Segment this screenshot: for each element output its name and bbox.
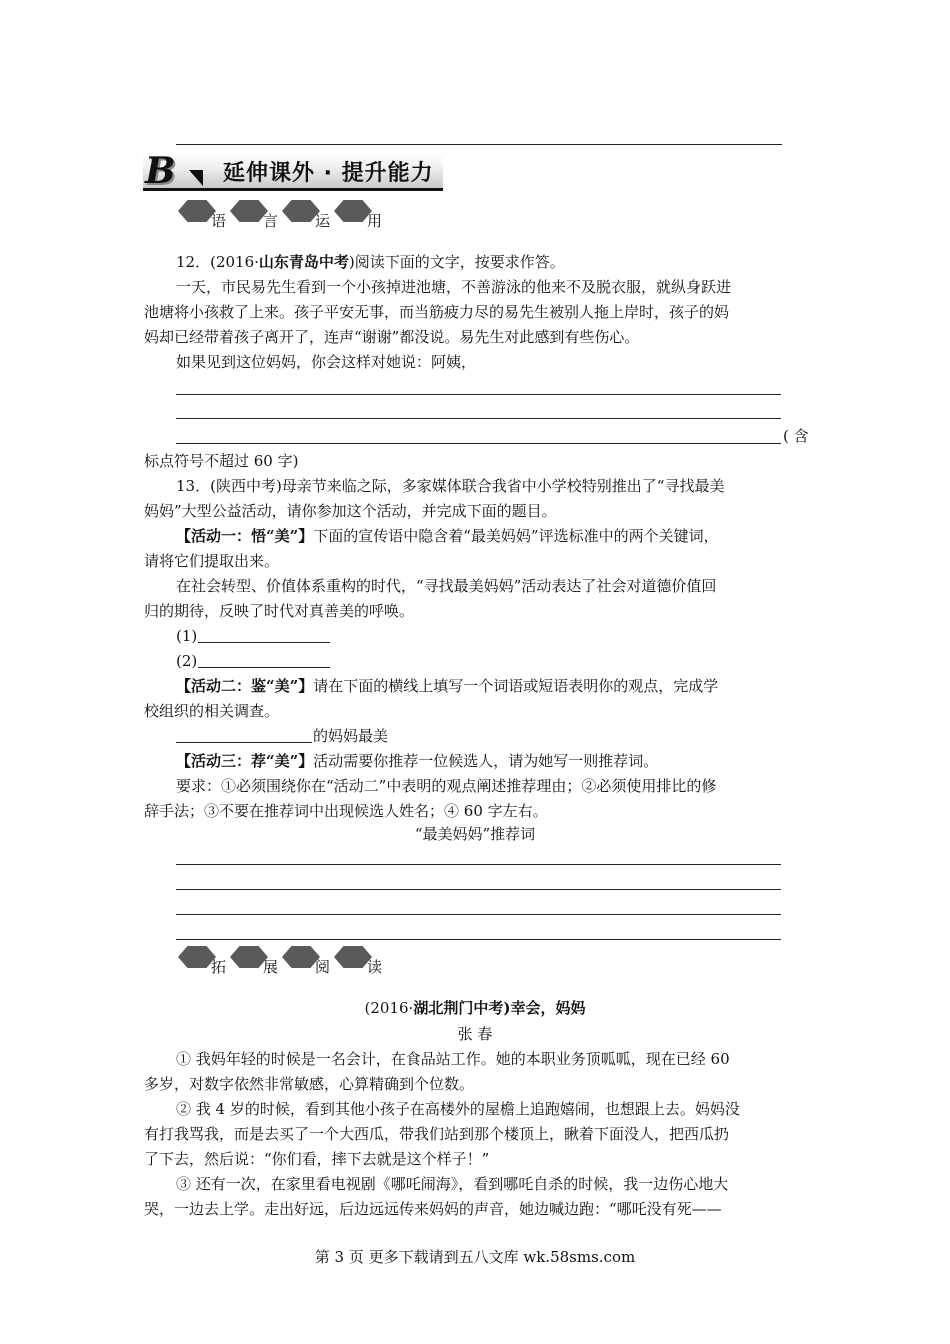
answer-line[interactable]	[176, 889, 781, 890]
q12-number: 12．(2016·	[176, 253, 259, 271]
recommendation-title: “最美妈妈”推荐词	[414, 825, 536, 843]
banner-letter: B	[145, 150, 176, 192]
reading-para-line: ② 我 4 岁的时候，看到其他小孩子在高楼外的屋檐上追跑嬉闹，也想跟上去。妈妈没	[176, 1100, 740, 1118]
heading-char: 阅	[315, 958, 331, 976]
requirement-line: 辞手法；③不要在推荐词中出现候选人姓名；④ 60 字左右。	[144, 802, 548, 820]
answer-line[interactable]	[176, 443, 781, 444]
activity-three-title: 【活动三：荐“美”】	[176, 752, 314, 770]
activity-two-text: 请在下面的横线上填写一个词语或短语表明你的观点，完成学	[313, 677, 719, 695]
reading-year: (2016·	[364, 999, 414, 1017]
top-rule	[176, 144, 782, 145]
section-banner	[143, 152, 443, 192]
answer-blank[interactable]	[198, 667, 330, 668]
requirement-line: 要求：①必须围绕你在“活动二”中表明的观点阐述推荐理由；②必须使用排比的修	[176, 777, 717, 795]
activity-two	[176, 674, 718, 698]
answer-blank[interactable]	[176, 742, 312, 743]
q12-para-line: 一天，市民易先生看到一个小孩掉进池塘，不善游泳的他来不及脱衣服，就纵身跃进	[176, 278, 732, 296]
reading-title	[0, 996, 950, 1020]
heading-char: 用	[367, 212, 383, 230]
answer-line[interactable]	[176, 418, 781, 419]
reading-para-line: 哭，一边去上学。走出好远，后边远远传来妈妈的声音，她边喊边跑：“哪吒没有死——	[144, 1200, 722, 1218]
activity-three	[176, 749, 658, 773]
heading-char: 言	[263, 212, 279, 230]
section-heading-extended-reading	[178, 946, 398, 986]
activity-one-title: 【活动一：悟“美”】	[176, 527, 314, 545]
answer-line[interactable]	[176, 394, 781, 395]
heading-char: 运	[315, 212, 331, 230]
q12-para-line: 池塘将小孩救了上来。孩子平安无事，而当筋疲力尽的易先生被别人拖上岸时，孩子的妈	[144, 303, 730, 321]
activity-one-text: 下面的宣传语中隐含着“最美妈妈”评选标准中的两个关键词，	[313, 527, 719, 545]
heading-char: 读	[367, 958, 383, 976]
reading-para-line: ③ 还有一次，在家里看电视剧《哪吒闹海》，看到哪吒自杀的时候，我一边伤心地大	[176, 1175, 729, 1193]
q13-intro-line: 妈妈”大型公益活动，请你参加这个活动，并完成下面的题目。	[144, 502, 557, 520]
reading-para-line: 有打我骂我，而是去买了一个大西瓜，带我们站到那个楼顶上，瞅着下面没人，把西瓜扔	[144, 1125, 730, 1143]
answer-line[interactable]	[176, 864, 781, 865]
reading-author: 张 春	[457, 1025, 493, 1043]
reading-title-text: )幸会，妈妈	[503, 999, 586, 1017]
page-footer: 第 3 页 更多下载请到五八文库 wk.58sms.com	[314, 1248, 636, 1266]
activity-one-text: 请将它们提取出来。	[144, 552, 280, 570]
slogan-line: 在社会转型、价值体系重构的时代，“寻找最美妈妈”活动表达了社会对道德价值回	[176, 577, 717, 595]
q12-instruction: )阅读下面的文字，按要求作答。	[348, 253, 565, 271]
heading-char: 展	[263, 958, 279, 976]
blank-label: (1)	[176, 627, 198, 645]
blank-label: (2)	[176, 652, 198, 670]
activity-two-suffix: 的妈妈最美	[313, 727, 389, 745]
slogan-line: 归的期待，反映了时代对真善美的呼唤。	[144, 602, 415, 620]
q12-heading	[176, 250, 565, 274]
answer-line[interactable]	[176, 914, 781, 915]
answer-blank[interactable]	[198, 642, 330, 643]
q12-para-line: 妈却已经带着孩子离开了，连声“谢谢”都没说。易先生对此感到有些伤心。	[144, 328, 640, 346]
reading-para-line: 了下去，然后说：“你们看，摔下去就是这个样子！”	[144, 1150, 490, 1168]
banner-title: 延伸课外 · 提升能力	[223, 161, 434, 186]
q12-limit-note: ( 含	[783, 427, 809, 445]
reading-para-line: ① 我妈年轻的时候是一名会计，在食品站工作。她的本职业务顶呱呱，现在已经 60	[176, 1050, 730, 1068]
q13-intro-line: 13．(陕西中考)母亲节来临之际，多家媒体联合我省中小学校特别推出了“寻找最美	[176, 477, 725, 495]
banner-triangle-icon	[189, 170, 203, 186]
activity-one	[176, 524, 719, 548]
section-heading-language-use	[178, 200, 398, 240]
q12-limit-note: 标点符号不超过 60 字)	[144, 452, 299, 470]
reading-para-line: 多岁，对数字依然非常敏感，心算精确到个位数。	[144, 1075, 475, 1093]
q12-prompt: 如果见到这位妈妈，你会这样对她说：阿姨，	[176, 353, 477, 371]
activity-two-text: 校组织的相关调查。	[144, 702, 280, 720]
q12-source: 山东青岛中考	[258, 253, 349, 271]
heading-char: 拓	[211, 958, 227, 976]
activity-three-text: 活动需要你推荐一位候选人，请为她写一则推荐词。	[313, 752, 659, 770]
answer-line[interactable]	[176, 939, 781, 940]
activity-two-title: 【活动二：鉴“美”】	[176, 677, 314, 695]
heading-char: 语	[211, 212, 227, 230]
reading-source: 湖北荆门中考	[413, 999, 504, 1017]
